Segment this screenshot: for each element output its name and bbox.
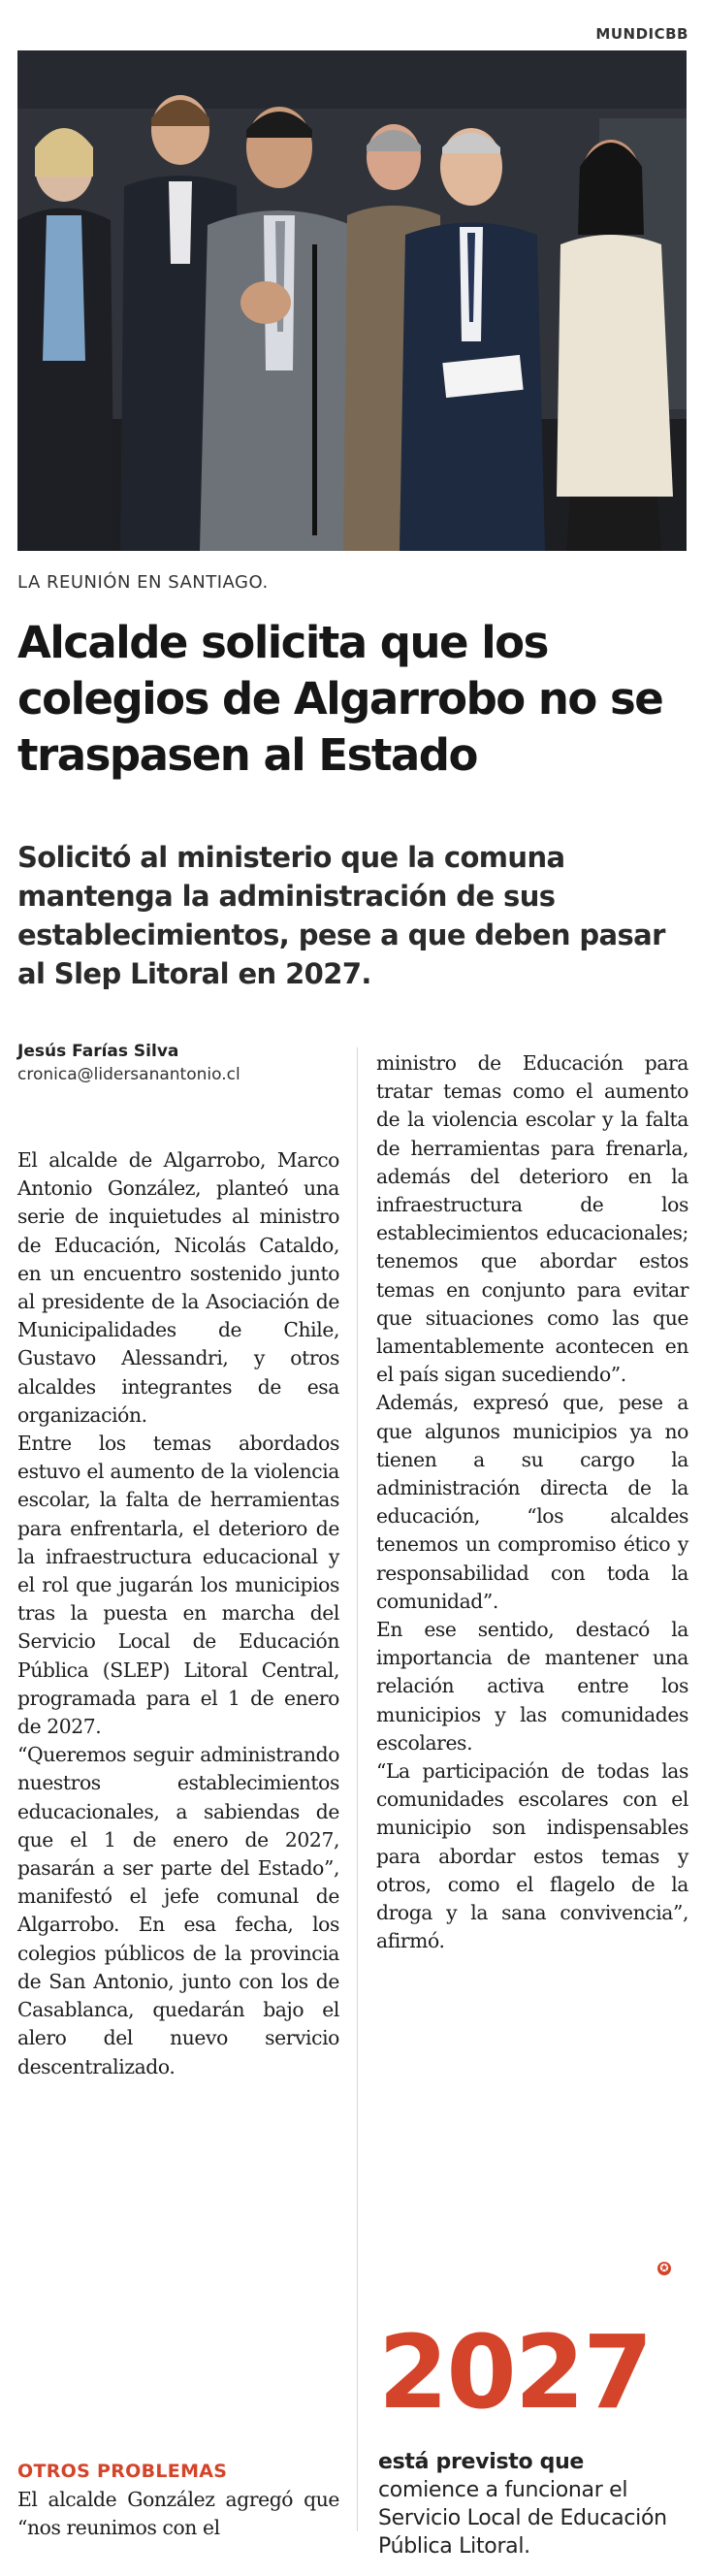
subheadline: Solicitó al ministerio que la comuna mantenga la administración de sus establecimientos, pese a que deben pasar al Slep Litoral en 2027. [17,841,665,990]
body-paragraph: Además, expresó que, pese a que algunos municipios ya no tienen a su cargo la administración directa de la educación, “los alcaldes tenemos un compromiso ético y responsabilidad con toda la comunidad”. [376,1391,688,1613]
byline-author: Jesús Farías Silva [17,1042,179,1061]
section-tag: MUNDICBB [595,25,688,43]
highlight-number: 2027 [378,2313,652,2431]
body-paragraph: ministro de Educación para tratar temas como el aumento de la violencia escolar y la falta de herramientas para frenarla, además del deterioro en la infraestructura de los establecimientos educacionales; tenemos que abordar estos temas en conjunto para evitar que situaciones como las que lamentablemente acontecen en el país sigan sucediendo”. [376,1051,688,1387]
headline: Alcalde solicita que los colegios de Algarrobo no se traspasen al Estado [17,617,663,781]
body-paragraph: Entre los temas abordados estuvo el aumento de la violencia escolar, la falta de herramientas para enfrentarla, el deterioro de la infraestructura educacional y el rol que jugarán los municipios tras la puesta en marcha del Servicio Local de Educación Pública (SLEP) Litoral Central, programada para el 1 de enero de 2027. [17,1432,339,1739]
end-of-article-icon: ✪ [657,2262,671,2275]
body-paragraph: “Queremos seguir administrando nuestros establecimientos educacionales, a sabiendas de que el 1 de enero de 2027, pasarán a ser parte del Estado”, manifestó el jefe comunal de Algarrobo. En esa fecha, los colegios públicos de la provincia de San Antonio, junto con los de Casablanca, quedarán bajo el alero del nuevo servicio descentralizado. [17,1743,339,2078]
highlight-lead: está previsto que [378,2450,585,2474]
byline-email[interactable]: cronica@lidersanantonio.cl [17,1065,240,1084]
column-divider [357,1047,358,2531]
body-column-left-bottom [17,2458,339,2542]
body-column-right [376,1049,688,1956]
body-column-left [17,1146,339,2081]
highlight-text: comience a funcionar el Servicio Local de Educación Pública Litoral. [378,2478,667,2559]
section-subheading: OTROS PROBLEMAS [17,2461,228,2482]
body-paragraph: “La participación de todas las comunidades escolares con el municipio son indispensables para abordar estos temas y otros, como el flagelo de la droga y la sana convivencia”, afirmó. [376,1759,688,1953]
body-paragraph: En ese sentido, destacó la importancia de mantener una relación activa entre los municipios y las comunidades escolares. [376,1618,688,1755]
body-paragraph: El alcalde González agregó que “nos reunimos con el [17,2488,339,2540]
news-photo [17,50,687,551]
body-paragraph: El alcalde de Algarrobo, Marco Antonio González, planteó una serie de inquietudes al ministro de Educación, Nicolás Cataldo, en un encuentro sostenido junto al presidente de la Asociación de Municipalidades de Chile, Gustavo Alessandri, y otros alcaldes integrantes de esa organización. [17,1148,339,1427]
photo-caption: LA REUNIÓN EN SANTIAGO. [17,572,269,593]
highlight-note [378,2448,688,2560]
byline [17,1040,367,1086]
